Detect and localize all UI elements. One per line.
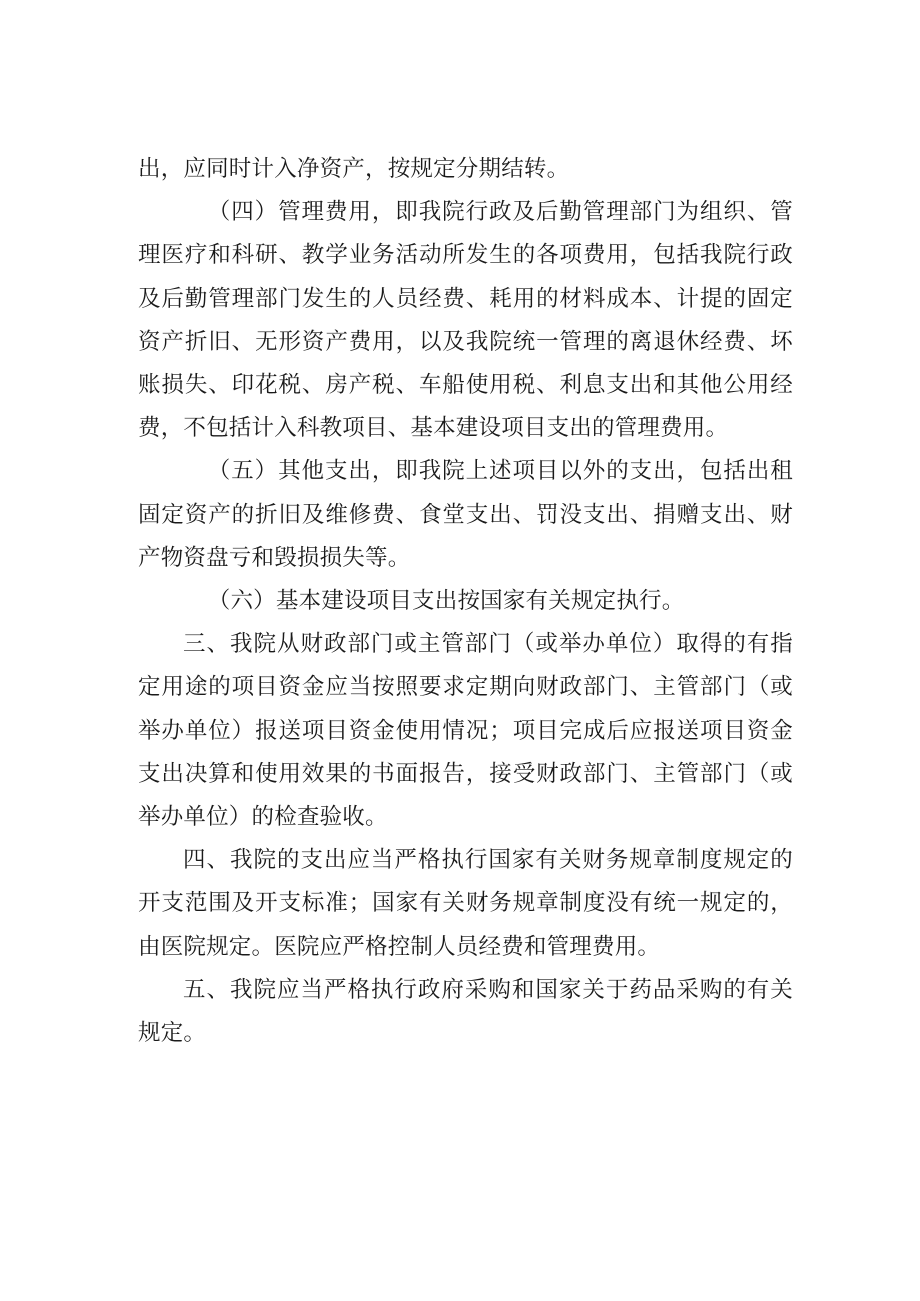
paragraph-other-expenses: （五）其他支出，即我院上述项目以外的支出，包括出租固定资产的折旧及维修费、食堂支出、罚没支出、捐赠支出、财产物资盘亏和毁损损失等。 [138, 458, 793, 571]
paragraph-item-five: 五、我院应当严格执行政府采购和国家关于药品采购的有关规定。 [138, 976, 793, 1047]
paragraph-continuation: 出，应同时计入净资产，按规定分期结转。 [138, 156, 570, 182]
paragraph-item-three: 三、我院从财政部门或主管部门（或举办单位）取得的有指定用途的项目资金应当按照要求定期向财政部门、主管部门（或举办单位）报送项目资金使用情况；项目完成后应报送项目资金支出决算和使用效果的书面报告，接受财政部门、主管部门（或举办单位）的检查验收。 [138, 631, 793, 831]
document-body [138, 148, 793, 1055]
paragraph-item-four: 四、我院的支出应当严格执行国家有关财务规章制度规定的开支范围及开支标准；国家有关财务规章制度没有统一规定的，由医院规定。医院应严格控制人员经费和管理费用。 [138, 847, 793, 960]
paragraph-management-expenses: （四）管理费用，即我院行政及后勤管理部门为组织、管理医疗和科研、教学业务活动所发生的各项费用，包括我院行政及后勤管理部门发生的人员经费、耗用的材料成本、计提的固定资产折旧、无形资产费用，以及我院统一管理的离退休经费、坏账损失、印花税、房产税、车船使用税、利息支出和其他公用经费，不包括计入科教项目、基本建设项目支出的管理费用。 [138, 199, 793, 442]
paragraph-capital-construction: （六）基本建设项目支出按国家有关规定执行。 [207, 588, 685, 615]
